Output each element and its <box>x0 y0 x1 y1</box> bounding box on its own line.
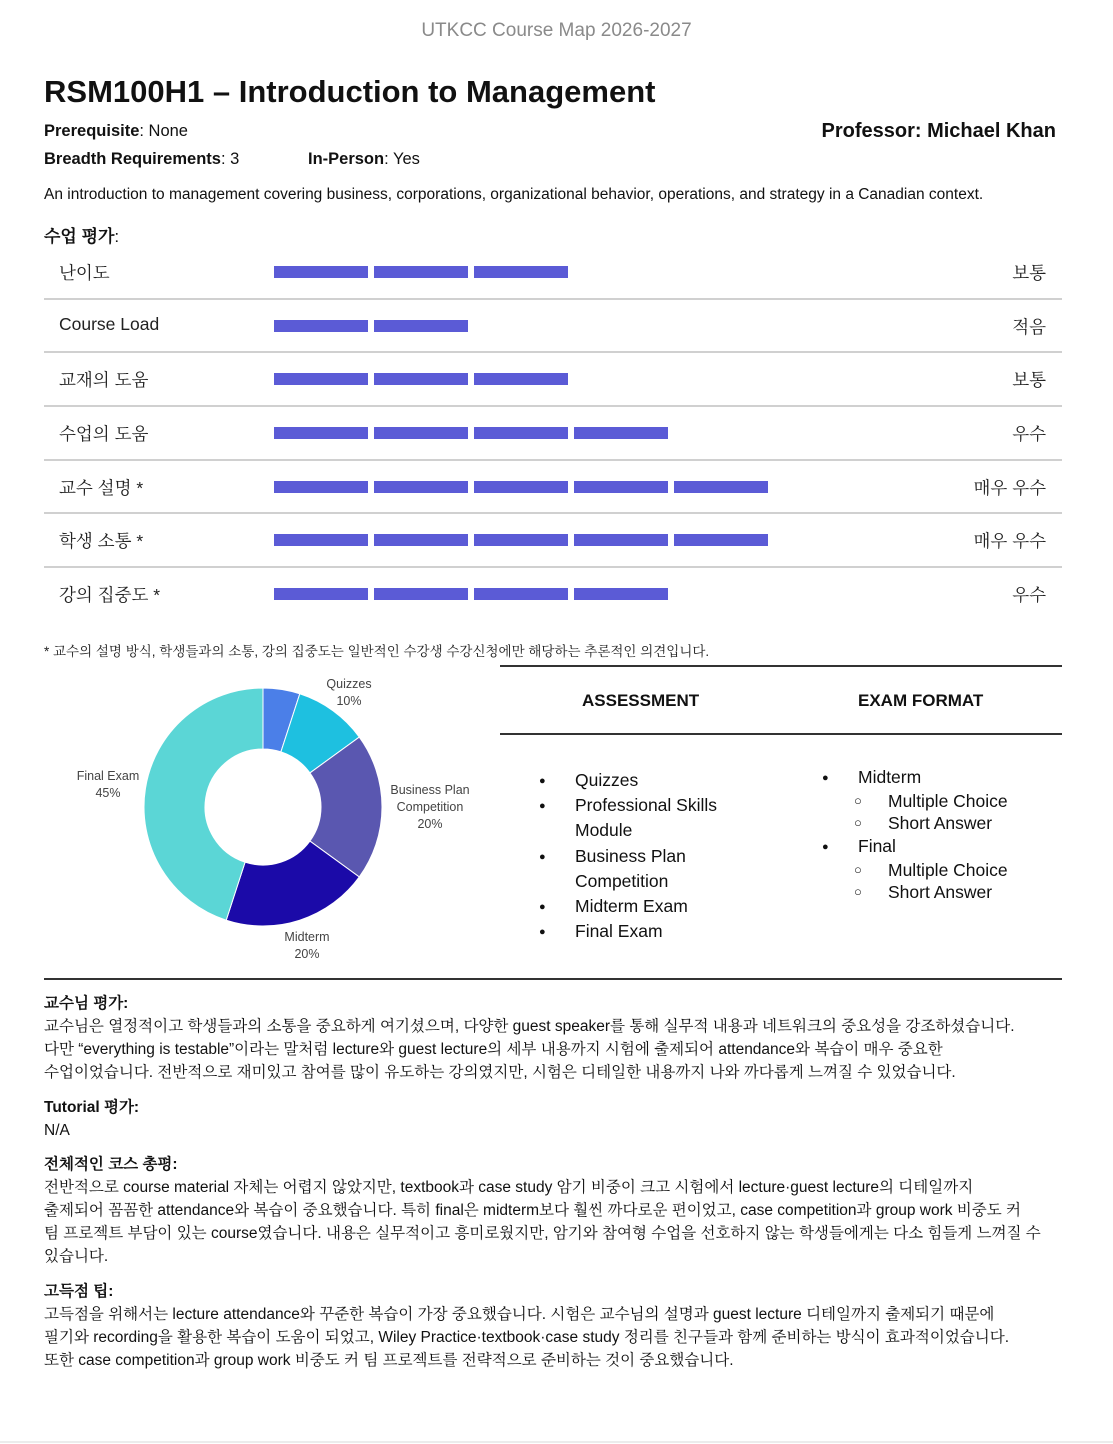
assessment-table <box>500 665 1062 735</box>
rating-value: 보통 <box>1012 263 1046 283</box>
label-quizzes: Quizzes 10% <box>326 677 372 708</box>
table-header <box>500 667 1062 733</box>
rating-value: 우수 <box>1012 424 1046 445</box>
rating-segment <box>674 481 768 493</box>
professor-name: Professor: Michael Khan <box>821 120 1056 142</box>
professor-review: 교수님 평가: 교수님은 열정적이고 학생들과의 소통을 중요하게 여기셨으며, 다양한 guest speaker를 통해 실무적 내용과 네트워크의 중요성을 강조하셨습니다. 다만 “everything is testable”이라는 말처럼 lecture와 guest lecture의 세부 내용까지 시험에 출제되어 attendance와 복습이 매우 중요한 수업이었습니다. 전반적으로 재미있고 참여를 많이 유도하는 강의였지만, 시험은 디테일한 내용까지 나와 까다롭게 느껴질 수 있었습니다. <box>44 995 1015 1081</box>
document-header: UTKCC Course Map 2026-2027 <box>421 20 692 41</box>
list-item: ● Quizzes <box>539 768 717 793</box>
rating-segment <box>474 481 568 493</box>
rating-segment <box>474 266 568 278</box>
rating-label: 학생 소통 * <box>59 531 144 552</box>
rating-label: 강의 집중도 * <box>59 585 161 606</box>
high-score-tips: 고득점 팁: 고득점을 위해서는 lecture attendance와 꾸준한 복습이 가장 중요했습니다. 시험은 교수님의 설명과 guest lecture 디테일까지 출제되기 때문에 필기와 recording을 활용한 복습이 도움이 되었고, Wiley Practice·textbook·case study 정리를 친구들과 함께 준비하는 방식이 효과적이었습니다. 또한 case competition과 group work 비중도 커 팀 프로젝트를 전략적으로 준비하는 것이 중요했습니다. <box>44 1283 1010 1369</box>
tutorial-review: Tutorial 평가: N/A <box>44 1099 140 1139</box>
rating-value: 보통 <box>1012 370 1046 391</box>
rating-value: 매우 우수 <box>973 477 1046 498</box>
rating-row <box>44 300 1062 354</box>
rating-label: Course Load <box>59 313 160 334</box>
list-item: ● Professional Skills Module <box>539 793 717 843</box>
rating-value: 적음 <box>1012 316 1046 337</box>
rating-segment <box>574 481 668 493</box>
exam-format-list <box>822 765 1008 903</box>
course-description: An introduction to management covering business, corporations, organizational behavior, operations, and strategy in a Canadian context. <box>44 186 984 203</box>
rating-segment <box>474 534 568 546</box>
overall-review: 전체적인 코스 총평: 전반적으로 course material 자체는 어렵지 않았지만, textbook과 case study 암기 비중이 크고 시험에서 lecture·guest lecture의 디테일까지 출제되어 꼼꼼한 attendance와 복습이 중요했습니다. 특히 final은 midterm보다 훨씬 까다로운 편이었고, case competition과 group work 비중도 커 팀 프로젝트 부담이 있는 course였습니다. 내용은 실무적이고 흥미로웠지만, 암기와 참여형 수업을 선호하지 않는 학생들에게는 다소 힘들게 느껴질 수 있습니다. <box>44 1156 1041 1265</box>
in-person: In-Person: Yes <box>308 150 420 168</box>
rating-segment <box>574 427 668 439</box>
rating-row <box>44 246 1062 300</box>
rating-row <box>44 514 1062 568</box>
breadth-requirements: Breadth Requirements: 3 <box>44 150 240 168</box>
rating-value: 매우 우수 <box>973 531 1046 552</box>
rating-segment <box>274 266 368 278</box>
rating-segment <box>274 373 368 385</box>
rating-segment <box>574 534 668 546</box>
rating-bar <box>274 373 568 385</box>
rating-segment <box>374 588 468 600</box>
rating-row <box>44 353 1062 407</box>
rating-bar <box>274 266 568 278</box>
rating-label: 수업의 도움 <box>59 424 149 445</box>
rating-bar <box>274 481 768 493</box>
section-divider <box>44 978 1062 980</box>
rating-segment <box>374 266 468 278</box>
rating-bar <box>274 534 768 546</box>
assessment-list <box>539 768 717 944</box>
rating-segment <box>274 481 368 493</box>
rating-segment <box>474 427 568 439</box>
list-item: ● Final Exam <box>539 919 717 944</box>
rating-segment <box>274 534 368 546</box>
rating-bar <box>274 588 668 600</box>
evaluation-heading: 수업 평가: <box>44 227 120 246</box>
rating-row <box>44 407 1062 461</box>
list-item: ● Business Plan Competition <box>539 844 717 894</box>
label-business-plan: Business Plan Competition 20% <box>390 783 470 831</box>
list-item: ● Midterm ○ Multiple Choice ○ Short Answer <box>822 765 1008 834</box>
rating-bar <box>274 320 468 332</box>
rating-row <box>44 461 1062 515</box>
course-title: RSM100H1 – Introduction to Management <box>44 74 656 109</box>
rating-label: 난이도 <box>59 263 110 283</box>
list-item: ○ Short Answer <box>822 812 1008 834</box>
rating-label: 교재의 도움 <box>59 370 149 391</box>
list-item: ○ Short Answer <box>822 881 1008 903</box>
table-header-rule <box>500 733 1062 735</box>
exam-format-heading: EXAM FORMAT <box>858 691 984 710</box>
rating-segment <box>374 481 468 493</box>
rating-label: 교수 설명 * <box>59 477 144 498</box>
rating-value: 우수 <box>1012 585 1046 606</box>
prerequisite: Prerequisite: None <box>44 122 188 140</box>
rating-bar <box>274 427 668 439</box>
rating-segment <box>274 427 368 439</box>
assessment-heading: ASSESSMENT <box>582 691 700 710</box>
rating-segment <box>474 373 568 385</box>
rating-segment <box>674 534 768 546</box>
list-item: ○ Multiple Choice <box>822 859 1008 881</box>
label-final-exam: Final Exam 45% <box>76 769 140 800</box>
rating-segment <box>574 588 668 600</box>
label-midterm: Midterm 20% <box>284 930 330 961</box>
rating-row <box>44 568 1062 622</box>
rating-segment <box>274 588 368 600</box>
list-item: ● Final ○ Multiple Choice ○ Short Answer <box>822 834 1008 903</box>
list-item: ● Midterm Exam <box>539 894 717 919</box>
rating-segment <box>374 427 468 439</box>
rating-segment <box>474 588 568 600</box>
rating-segment <box>374 320 468 332</box>
rating-footnote: * 교수의 설명 방식, 학생들과의 소통, 강의 집중도는 일반적인 수강생 수강신청에만 해당하는 추론적인 의견입니다. <box>44 644 710 659</box>
assessment-donut-chart <box>44 672 494 972</box>
rating-table <box>44 246 1062 622</box>
page-bottom-edge <box>0 1441 1113 1443</box>
rating-segment <box>374 534 468 546</box>
list-item: ○ Multiple Choice <box>822 790 1008 812</box>
rating-segment <box>274 320 368 332</box>
rating-segment <box>374 373 468 385</box>
